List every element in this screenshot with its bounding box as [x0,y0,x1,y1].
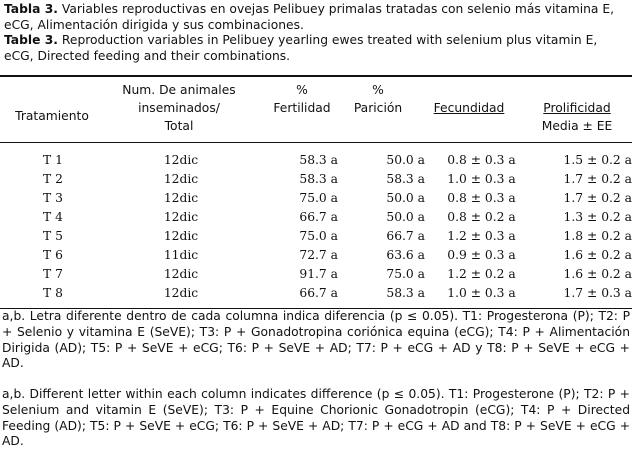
lambing-cell: 50.0 a [386,191,425,205]
header-num-animales [104,81,254,135]
animals-cell: 12dic [163,267,199,281]
treatment-cell: T 8 [43,286,63,300]
lambing-cell: 63.6 a [386,248,425,262]
fertility-cell: 91.7 a [299,267,338,281]
footnote-english-text: a,b. Different letter within each column indicates difference (p ≤ 0.05). T1: Progesterone (P); T2: P + Selenium and vitamin E (SeVE); T3: P + Equine Chorionic Gonadotropin (eCG); T4: P + Directed Feeding (AD); T5: P + SeVE + eCG; T6: P + SeVE + AD; T7: P + eCG + AD and T8: P + SeVE + eCG + AD. [2,387,630,449]
treatment-cell: T 5 [43,229,63,243]
fertility-cell: 75.0 a [299,229,338,243]
header-paricion [338,81,418,117]
prolificacy-cell: 1.7 ± 0.2 a [563,191,632,205]
header-fert-line1: % [296,83,308,97]
header-prol-line2: Media ± EE [541,119,613,133]
table-row [0,189,632,208]
footnote-english [2,387,630,450]
header-fecundidad-label: Fecundidad [433,101,505,115]
header-prolificidad [528,99,626,135]
lambing-cell: 58.3 a [386,172,425,186]
table-row [0,208,632,227]
caption-spanish-label: Tabla 3. [4,2,58,16]
table-row [0,151,632,170]
treatment-cell: T 2 [43,172,63,186]
animals-cell: 12dic [163,172,199,186]
data-table [0,151,632,303]
lambing-cell: 58.3 a [386,286,425,300]
caption-spanish [4,2,628,33]
header-tratamiento [6,107,98,125]
header-fecundidad [424,99,514,117]
treatment-cell: T 7 [43,267,63,281]
prolificacy-cell: 1.3 ± 0.2 a [563,210,632,224]
header-par-line2: Parición [353,101,403,115]
header-prol-line1: Prolificidad [543,101,611,115]
header-num-line3: Total [164,119,194,133]
fertility-cell: 58.3 a [299,153,338,167]
fecundity-cell: 0.8 ± 0.3 a [447,153,516,167]
header-num-line2: inseminados/ [138,101,220,115]
table-row [0,246,632,265]
fecundity-cell: 0.9 ± 0.3 a [447,248,516,262]
fecundity-cell: 1.0 ± 0.3 a [447,172,516,186]
footnote-spanish [2,309,630,372]
fertility-cell: 66.7 a [299,210,338,224]
prolificacy-cell: 1.7 ± 0.2 a [563,172,632,186]
fertility-cell: 72.7 a [299,248,338,262]
lambing-cell: 66.7 a [386,229,425,243]
table-top-rule [0,75,632,77]
animals-cell: 12dic [163,286,199,300]
prolificacy-cell: 1.7 ± 0.3 a [563,286,632,300]
animals-cell: 12dic [163,153,199,167]
caption-english [4,33,628,64]
fertility-cell: 66.7 a [299,286,338,300]
caption-spanish-text: Variables reproductivas en ovejas Pelibuey primalas tratadas con selenio más vitamina E, eCG, Alimentación dirigida y sus combinaciones. [4,2,615,32]
fertility-cell: 75.0 a [299,191,338,205]
header-tratamiento-label: Tratamiento [15,109,89,123]
header-fertilidad [262,81,342,117]
treatment-cell: T 3 [43,191,63,205]
fecundity-cell: 0.8 ± 0.2 a [447,210,516,224]
caption-english-text: Reproduction variables in Pelibuey yearling ewes treated with selenium plus vitamin E, eCG, Directed feeding and their combinations. [4,33,598,63]
fertility-cell: 58.3 a [299,172,338,186]
table-row [0,284,632,303]
treatment-cell: T 1 [43,153,63,167]
treatment-cell: T 4 [43,210,63,224]
fecundity-cell: 0.8 ± 0.3 a [447,191,516,205]
table-row [0,227,632,246]
prolificacy-cell: 1.6 ± 0.2 a [563,248,632,262]
treatment-cell: T 6 [43,248,63,262]
prolificacy-cell: 1.5 ± 0.2 a [563,153,632,167]
fecundity-cell: 1.2 ± 0.3 a [447,229,516,243]
table-row [0,170,632,189]
table-row [0,265,632,284]
fecundity-cell: 1.2 ± 0.2 a [447,267,516,281]
lambing-cell: 50.0 a [386,153,425,167]
lambing-cell: 50.0 a [386,210,425,224]
table-caption [4,2,628,64]
header-bottom-rule [0,142,632,143]
fecundity-cell: 1.0 ± 0.3 a [447,286,516,300]
footnote-spanish-text: a,b. Letra diferente dentro de cada columna indica diferencia (p ≤ 0.05). T1: Progesterona (P); T2: P + Selenio y vitamina E (SeVE); T3: P + Gonadotropina coriónica equina (eCG); T4: P + Alimentación Dirigida (AD); T5: P + SeVE + eCG; T6: P + SeVE + AD; T7: P + eCG + AD y T8: P + SeVE + eCG + AD. [2,309,630,371]
header-num-line1: Num. De animales [122,83,236,97]
animals-cell: 11dic [163,248,199,262]
animals-cell: 12dic [163,191,199,205]
header-fert-line2: Fertilidad [273,101,331,115]
header-par-line1: % [372,83,384,97]
animals-cell: 12dic [163,229,199,243]
lambing-cell: 75.0 a [386,267,425,281]
caption-english-label: Table 3. [4,33,58,47]
animals-cell: 12dic [163,210,199,224]
prolificacy-cell: 1.8 ± 0.2 a [563,229,632,243]
prolificacy-cell: 1.6 ± 0.2 a [563,267,632,281]
